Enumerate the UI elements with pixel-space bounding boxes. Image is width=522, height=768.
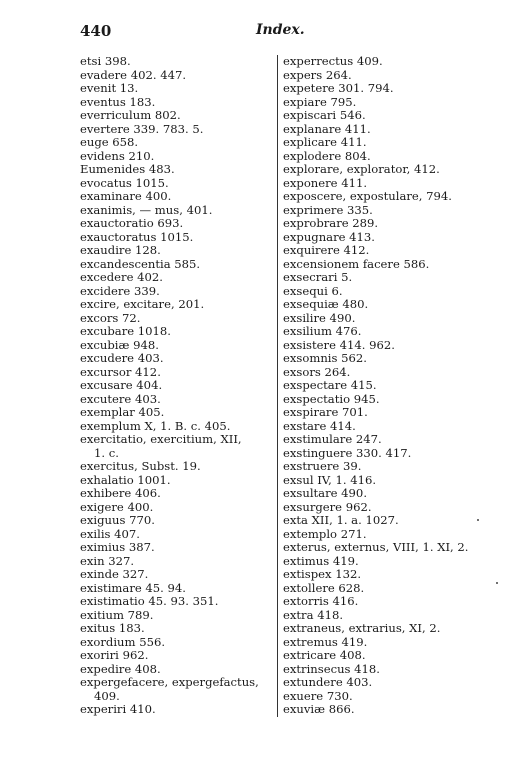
index-entry: eventus 183. [80,94,156,109]
index-entry: etsi 398. [80,54,131,68]
index-entry: experiri 410. [80,702,156,716]
index-entry: exauctoratio 693. [80,216,184,230]
index-entry: exsilium 476. [283,324,362,338]
index-entry: exstinguere 330. 417. [283,445,412,460]
index-entry: exin 327. [80,553,135,568]
index-entry: extraneus, extrarius, XI, 2. [283,621,441,635]
index-entry: expergefacere, expergefactus, [80,675,259,689]
index-entry: exstruere 39. [283,459,362,473]
index-entry: excudere 403. [80,351,164,365]
index-entry: exemplum X, 1. B. c. 405. [80,418,231,433]
index-entry: exspirare 701. [283,405,368,419]
index-entry: extemplo 271. [283,526,367,541]
index-entry: extundere 403. [283,675,373,689]
index-entry: exsistere 414. 962. [283,337,395,352]
index-entry: excubiæ 948. [80,337,159,352]
index-entry: exsurgere 962. [283,499,372,514]
index-entry: exsomnis 562. [283,351,367,365]
index-entry: excubare 1018. [80,324,171,338]
index-entry: evadere 402. 447. [80,67,187,82]
index-entry: exercitus, Subst. 19. [80,459,201,473]
index-entry: evertere 339. 783. 5. [80,121,204,136]
index-entry: excire, excitare, 201. [80,297,205,311]
index-entry: exiguus 770. [80,513,155,527]
index-entry: exponere 411. [283,175,368,190]
index-entry: euge 658. [80,135,139,149]
index-entry: exuviæ 866. [283,702,355,716]
index-entry: exsecrari 5. [283,270,353,284]
print-speck [477,519,479,521]
index-entry: exordium 556. [80,634,166,649]
index-entry: explicare 411. [283,135,367,149]
index-entry: 409. [94,688,120,703]
index-entry: exoriri 962. [80,648,149,662]
index-entry: extra 418. [283,607,344,622]
index-entry: exsequiæ 480. [283,297,369,311]
index-entry: experrectus 409. [283,54,383,68]
index-entry: exitium 789. [80,607,154,622]
index-entry: exemplar 405. [80,405,165,419]
index-entry: exitus 183. [80,621,145,635]
index-entry: extollere 628. [283,580,365,595]
index-entry: exsul IV, 1. 416. [283,472,377,487]
index-entry: extispex 132. [283,567,362,581]
index-entry: 1. c. [94,445,119,460]
index-entry: expugnare 413. [283,229,375,244]
index-column-left [80,55,264,717]
index-entry: excors 72. [80,310,141,325]
index-entry: exspectatio 945. [283,391,380,406]
index-entry: exuere 730. [283,688,353,703]
index-entry: extricare 408. [283,648,366,662]
index-entry: existimare 45. 94. [80,580,186,595]
index-entry: extimus 419. [283,553,359,568]
index-entry: exigere 400. [80,499,154,514]
index-entry: exterus, externus, VIII, 1. XI, 2. [283,540,469,554]
index-entry: existimatio 45. 93. 351. [80,594,219,608]
index-entry: exsors 264. [283,364,351,379]
index-entry: exquirere 412. [283,243,370,257]
index-entry: exspectare 415. [283,378,377,392]
index-entry: exstare 414. [283,418,356,433]
index-entry: exhalatio 1001. [80,472,171,487]
index-entry: exprimere 335. [283,202,373,217]
index-entry: excursor 412. [80,364,161,379]
index-entry: exilis 407. [80,526,140,541]
index-entry: exsultare 490. [283,486,367,500]
index-column-right [277,55,483,717]
index-entry: Eumenides 483. [80,162,175,176]
index-entry: extrinsecus 418. [283,661,380,676]
index-entry: excusare 404. [80,378,163,392]
index-entry: explodere 804. [283,148,371,163]
index-entry: exstimulare 247. [283,432,382,446]
index-entry: examinare 400. [80,189,172,203]
page-title: Index. [256,22,305,38]
index-entry: eximius 387. [80,540,155,554]
index-entry: exprobrare 289. [283,216,379,230]
index-entry: expiare 795. [283,94,357,109]
index-entry: evenit 13. [80,81,139,95]
index-entry: exhibere 406. [80,486,161,500]
running-head [80,22,470,44]
index-entry: exsequi 6. [283,283,343,298]
index-entry: exaudire 128. [80,243,161,257]
index-entry: expiscari 546. [283,108,366,122]
index-entry: exinde 327. [80,567,149,581]
index-entry: explanare 411. [283,121,371,136]
index-entry: expedire 408. [80,661,161,676]
index-entry: excensionem facere 586. [283,256,430,271]
index-entry: excandescentia 585. [80,256,201,271]
page-number: 440 [80,22,112,40]
index-entry: expetere 301. 794. [283,81,394,95]
index-entry: evidens 210. [80,148,155,163]
index-entry: evocatus 1015. [80,175,169,190]
index-entry: excutere 403. [80,391,161,406]
index-entry: excedere 402. [80,270,163,284]
index-entry: exposcere, expostulare, 794. [283,189,452,203]
index-entry: extorris 416. [283,594,359,608]
index-entry: explorare, explorator, 412. [283,162,440,176]
index-entry: exsilire 490. [283,310,356,325]
index-entry: exta XII, 1. a. 1027. [283,513,399,527]
index-entry: exauctoratus 1015. [80,229,194,244]
index-entry: extremus 419. [283,634,368,649]
index-entry: exanimis, — mus, 401. [80,202,213,217]
index-entry: everriculum 802. [80,108,181,122]
index-entry: excidere 339. [80,283,160,298]
index-entry: exercitatio, exercitium, XII, [80,432,242,446]
index-entry: expers 264. [283,67,352,82]
print-speck [496,582,498,584]
